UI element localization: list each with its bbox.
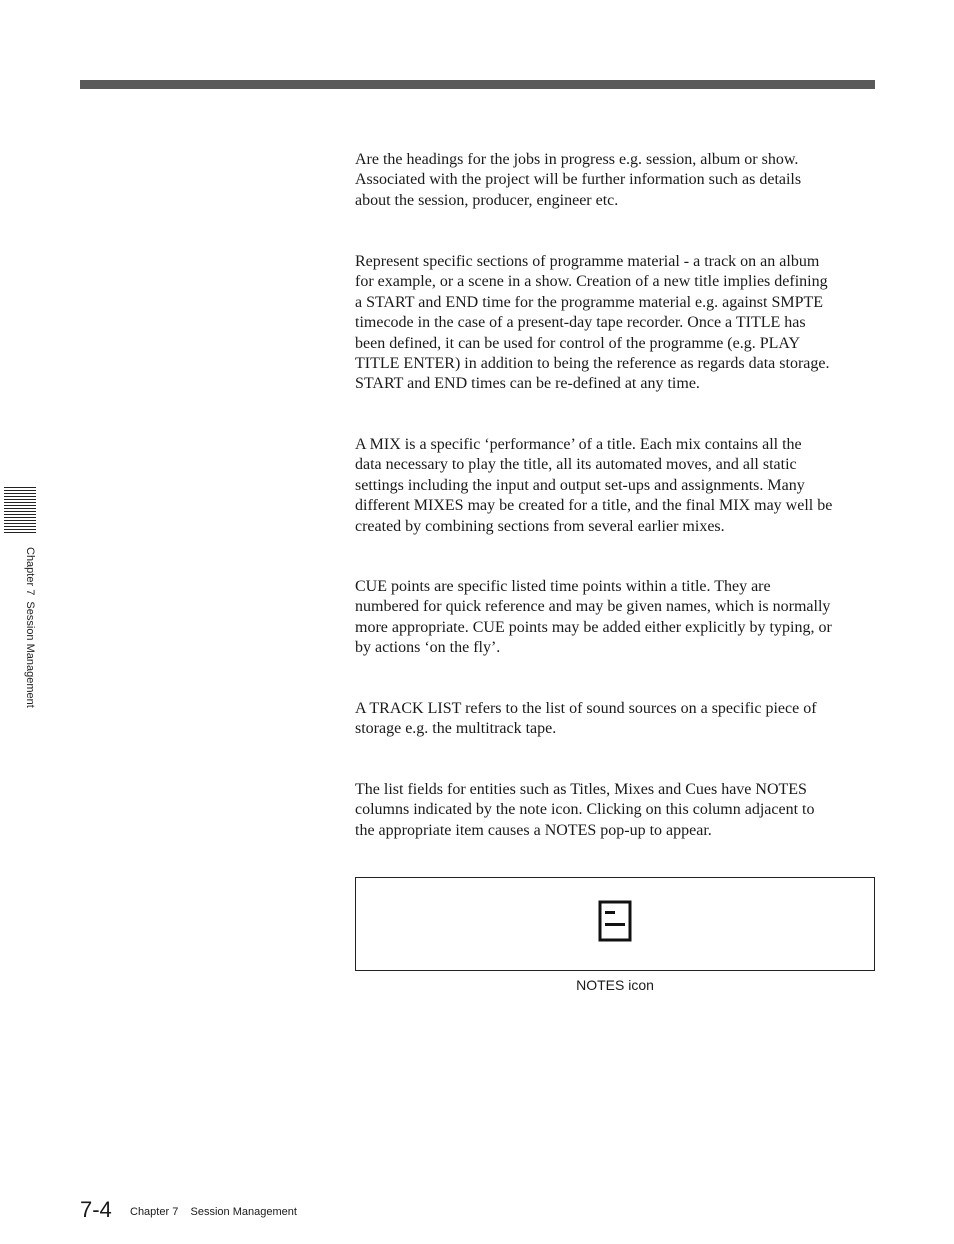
footer-chapter-label: Chapter 7 Session Management [130,1206,297,1218]
paragraph-cues: CUE points are specific listed time points within a title. They are numbered for quick reference and may be given names, which is normally more appropriate. CUE points may be added either explicitly by typing, or by actions ‘on the fly’. [355,578,832,657]
paragraph-mixes: A MIX is a specific ‘performance’ of a title. Each mix contains all the data necessary to play the title, all its automated moves, and all static settings including the input and output set-ups and assignments. Many different MIXES may be created for a title, and the final MIX may well be created by combining sections from several earlier mixes. [355,436,833,535]
page-number: 7-4 [80,1197,112,1222]
paragraph-track-list: A TRACK LIST refers to the list of sound sources on a specific piece of storage e.g. the multitrack tape. [355,700,817,738]
paragraph-titles: Represent specific sections of programme material - a track on an album for example, or a scene in a show. Creation of a new title implies defining a START and END time for the programme material e.g. against SMPTE timecode in the case of a present-day tape recorder. Once a TITLE has been defined, it can be used for control of the programme (e.g. PLAY TITLE ENTER) in addition to being the reference as regards data storage. START and END times can be re-defined at any time. [355,253,830,393]
figure-caption: NOTES icon [576,977,654,993]
figure-box [355,877,875,971]
paragraph-notes: The list fields for entities such as Titles, Mixes and Cues have NOTES columns indicated by the note icon. Clicking on this column adjacent to the appropriate item causes a NOTES pop-up to appear. [355,781,815,839]
paragraph-projects: Are the headings for the jobs in progress e.g. session, album or show. Associated with the project will be further information such as details about the session, producer, engineer etc. [355,151,802,209]
side-chapter-label: Chapter 7 Session Management [24,547,36,708]
chapter-tab-marker [4,487,36,535]
top-rule [80,80,875,89]
notes-icon [598,900,632,942]
